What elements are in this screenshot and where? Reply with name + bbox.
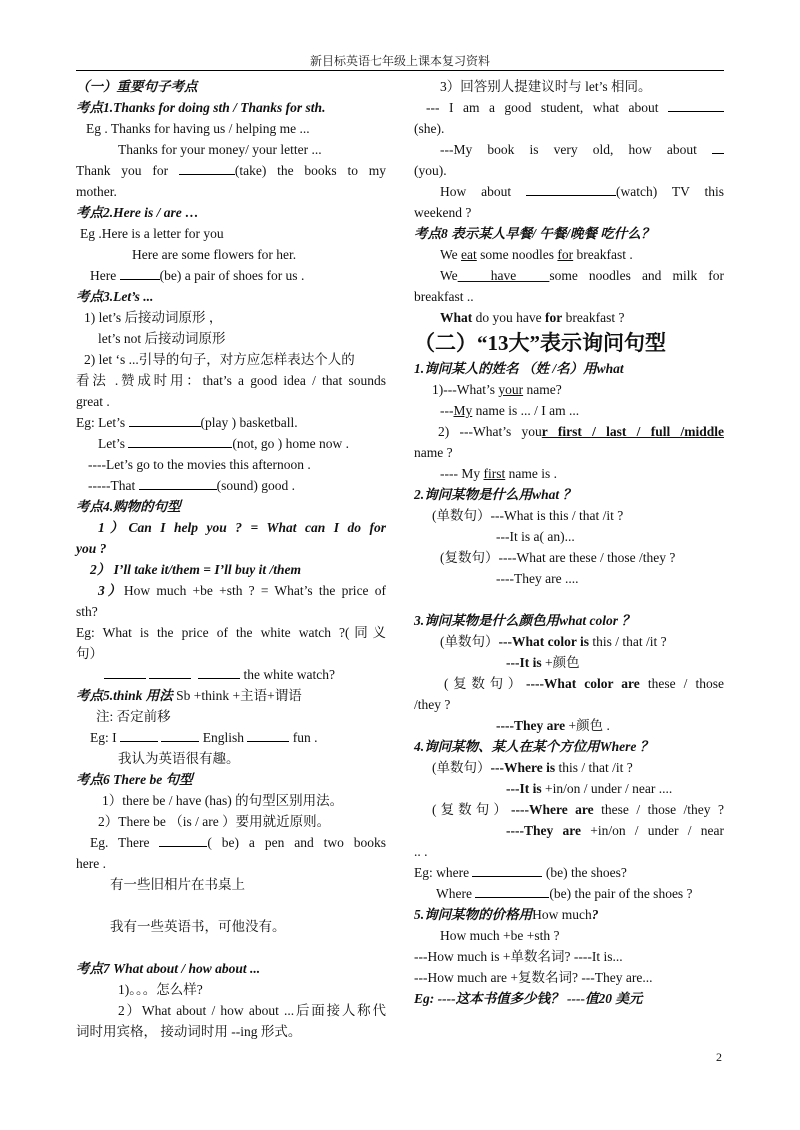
kaodian-6-title: 考点6 There be 句型	[76, 772, 193, 787]
text-line: ----They are +颜色 .	[496, 718, 610, 733]
text-line: 我有一些英语书，可他没有。	[110, 919, 286, 934]
kaodian-3-title: 考点3.Let’s ...	[76, 289, 154, 304]
text-line: breakfast ..	[414, 289, 474, 304]
fill-blank	[712, 139, 724, 154]
text-line: sth?	[76, 604, 98, 619]
text-line: (单数句）---What is this / that /it ?	[432, 508, 624, 523]
fill-blank	[247, 727, 289, 742]
text-line: /they ?	[414, 697, 451, 712]
kaodian-4-title: 考点4.购物的句型	[76, 499, 181, 514]
text-line: here .	[76, 856, 106, 871]
page-number: 2	[716, 1050, 722, 1064]
text-line: Here are some flowers for her.	[132, 247, 297, 262]
text-line: let’s not 后接动词原形	[98, 331, 226, 346]
fill-blank	[129, 412, 201, 427]
text-line: Eg: I English fun .	[76, 727, 386, 748]
fill-blank	[120, 265, 160, 280]
question-3-title: 3.询问某物是什么颜色用what color ？	[414, 613, 635, 628]
text-line: Eg. There ( be) a pen and two books	[76, 832, 386, 853]
kaodian-7-title: 考点7 What about / how about ...	[76, 961, 261, 976]
text-line: 我认为英语很有趣。	[118, 751, 240, 766]
text-line: 2) let ‘s ...引导的句子，对方应怎样表达个人的	[84, 352, 355, 367]
text-line: (单数句）---Where is this / that /it ?	[432, 760, 633, 775]
text-line: Eg: where (be) the shoes?	[414, 862, 724, 883]
text-line: 词时用宾格， 接动词时用 --ing 形式。	[76, 1024, 302, 1039]
fill-blank	[120, 727, 158, 742]
fill-blank	[472, 862, 542, 877]
text-line: Eg: ----这本书值多少钱？ ----值20 美元	[414, 991, 643, 1006]
text-line: 1)---What’s your name?	[432, 382, 562, 397]
text-line: 3）How much +be +sth ? = What’s the price of	[98, 583, 386, 598]
fill-blank	[104, 664, 146, 679]
right-column	[414, 76, 724, 1009]
text-line: 1）Can I help you ? = What can I do for	[98, 520, 386, 535]
fill-blank	[159, 832, 207, 847]
text-line: 2）What about / how about ...后面接人称代	[118, 1003, 386, 1018]
text-line: name ?	[414, 445, 453, 460]
text-line: Eg .Here is a letter for you	[80, 226, 224, 241]
fill-blank	[149, 664, 191, 679]
text-line: Eg . Thanks for having us / helping me ...	[86, 121, 310, 136]
kaodian-5-title: 考点5.think 用法 Sb +think +主语+谓语	[76, 688, 302, 703]
fill-blank	[179, 160, 235, 175]
text-line: How much +be +sth ?	[440, 928, 560, 943]
section-title: （一）重要句子考点	[76, 79, 198, 94]
text-line: (复数句）----Where are these / those /they ?	[432, 802, 724, 817]
text-line: 3）回答别人提建议时与 let’s 相同。	[440, 79, 652, 94]
fill-blank	[668, 97, 724, 112]
text-line: 有一些旧相片在书桌上	[110, 877, 245, 892]
fill-blank	[475, 883, 549, 898]
text-line: ----Let’s go to the movies this afternoon .	[88, 457, 311, 472]
text-line: Thanks for your money/ your letter ...	[118, 142, 322, 157]
text-line: ----They are ....	[496, 571, 579, 586]
text-line: ---It is +in/on / under / near ....	[506, 781, 673, 796]
text-line: We eat some noodles for breakfast .	[440, 247, 633, 262]
text-line: --- I am a good student, what about	[414, 97, 724, 118]
text-line: .. .	[414, 844, 428, 859]
text-line: the white watch?	[76, 664, 386, 685]
text-line: ----They are +in/on / under / near	[506, 823, 724, 838]
fill-blank	[526, 181, 616, 196]
text-line: Let’s (not, go ) home now .	[76, 433, 386, 454]
text-line: ---How much are +复数名词? ---They are...	[414, 970, 653, 985]
text-line: Eg: Let’s (play ) basketball.	[76, 412, 386, 433]
page-header: 新目标英语七年级上课本复习资料	[309, 54, 490, 68]
text-line: (单数句）---What color is this / that /it ?	[440, 634, 667, 649]
text-line: How about (watch) TV this	[414, 181, 724, 202]
text-line: 2） I’ll take it/them = I’ll buy it /them	[90, 562, 301, 577]
text-line: 看法 .赞成时用：that’s a good idea / that sounds	[76, 373, 386, 388]
text-line: ---It is a( an)...	[496, 529, 575, 544]
text-line: -----That (sound) good .	[76, 475, 386, 496]
text-line: 2）There be （is / are ）要用就近原则。	[98, 814, 331, 829]
question-4-title: 4.询问某物、某人在某个方位用Where ？	[414, 739, 654, 754]
fill-blank	[139, 475, 217, 490]
question-2-title: 2.询问某物是什么用what ？	[414, 487, 577, 502]
text-line: (you).	[414, 163, 447, 178]
question-1-title: 1.询问某人的姓名 （姓 /名）用what	[414, 361, 624, 376]
text-line: ---How much is +单数名词? ----It is...	[414, 949, 623, 964]
section-title: （二）“13大”表示询问句型	[414, 331, 666, 355]
text-line: great .	[76, 394, 110, 409]
fill-blank	[161, 727, 199, 742]
text-line: Where (be) the pair of the shoes ?	[414, 883, 724, 904]
text-line: 注: 否定前移	[96, 709, 171, 724]
text-line: ---- My first name is .	[440, 466, 557, 481]
header-rule	[76, 70, 724, 71]
left-column	[76, 76, 386, 1042]
kaodian-1-title: 考点1.Thanks for doing sth / Thanks for sth.	[76, 100, 326, 115]
text-line: 1)。。。怎么样?	[118, 982, 203, 997]
text-line: 2) ---What’s your first / last / full /middle	[438, 424, 724, 439]
text-line: (复数句）----What are these / those /they ?	[440, 550, 676, 565]
text-line: Eg: What is the price of the white watch ?(同义	[76, 625, 386, 640]
text-line: 1) let’s 后接动词原形 ，	[84, 310, 223, 325]
kaodian-8-title: 考点8 表示某人早餐/ 午餐/晚餐 吃什么？	[414, 226, 655, 241]
text-line: (she).	[414, 121, 445, 136]
text-line: 1）there be / have (has) 的句型区别用法。	[102, 793, 344, 808]
fill-blank	[198, 664, 240, 679]
text-line: What do you have for breakfast ?	[440, 310, 625, 325]
text-line: ---It is +颜色	[506, 655, 580, 670]
text-line: Thank you for (take) the books to my	[76, 160, 386, 181]
text-line: Here (be) a pair of shoes for us .	[76, 265, 386, 286]
text-line: We have some noodles and milk for	[440, 268, 725, 283]
text-line: (复数句）----What color are these / those	[444, 676, 724, 691]
text-line: you ?	[76, 541, 107, 556]
kaodian-2-title: 考点2.Here is / are …	[76, 205, 199, 220]
text-line: ---My name is ... / I am ...	[440, 403, 580, 418]
text-line: mother.	[76, 184, 117, 199]
text-line: ---My book is very old, how about	[414, 139, 724, 160]
question-5-title: 5.询问某物的价格用How much?	[414, 907, 599, 922]
text-line: weekend ?	[414, 205, 472, 220]
text-line: 句）	[76, 646, 103, 661]
fill-blank	[128, 433, 232, 448]
